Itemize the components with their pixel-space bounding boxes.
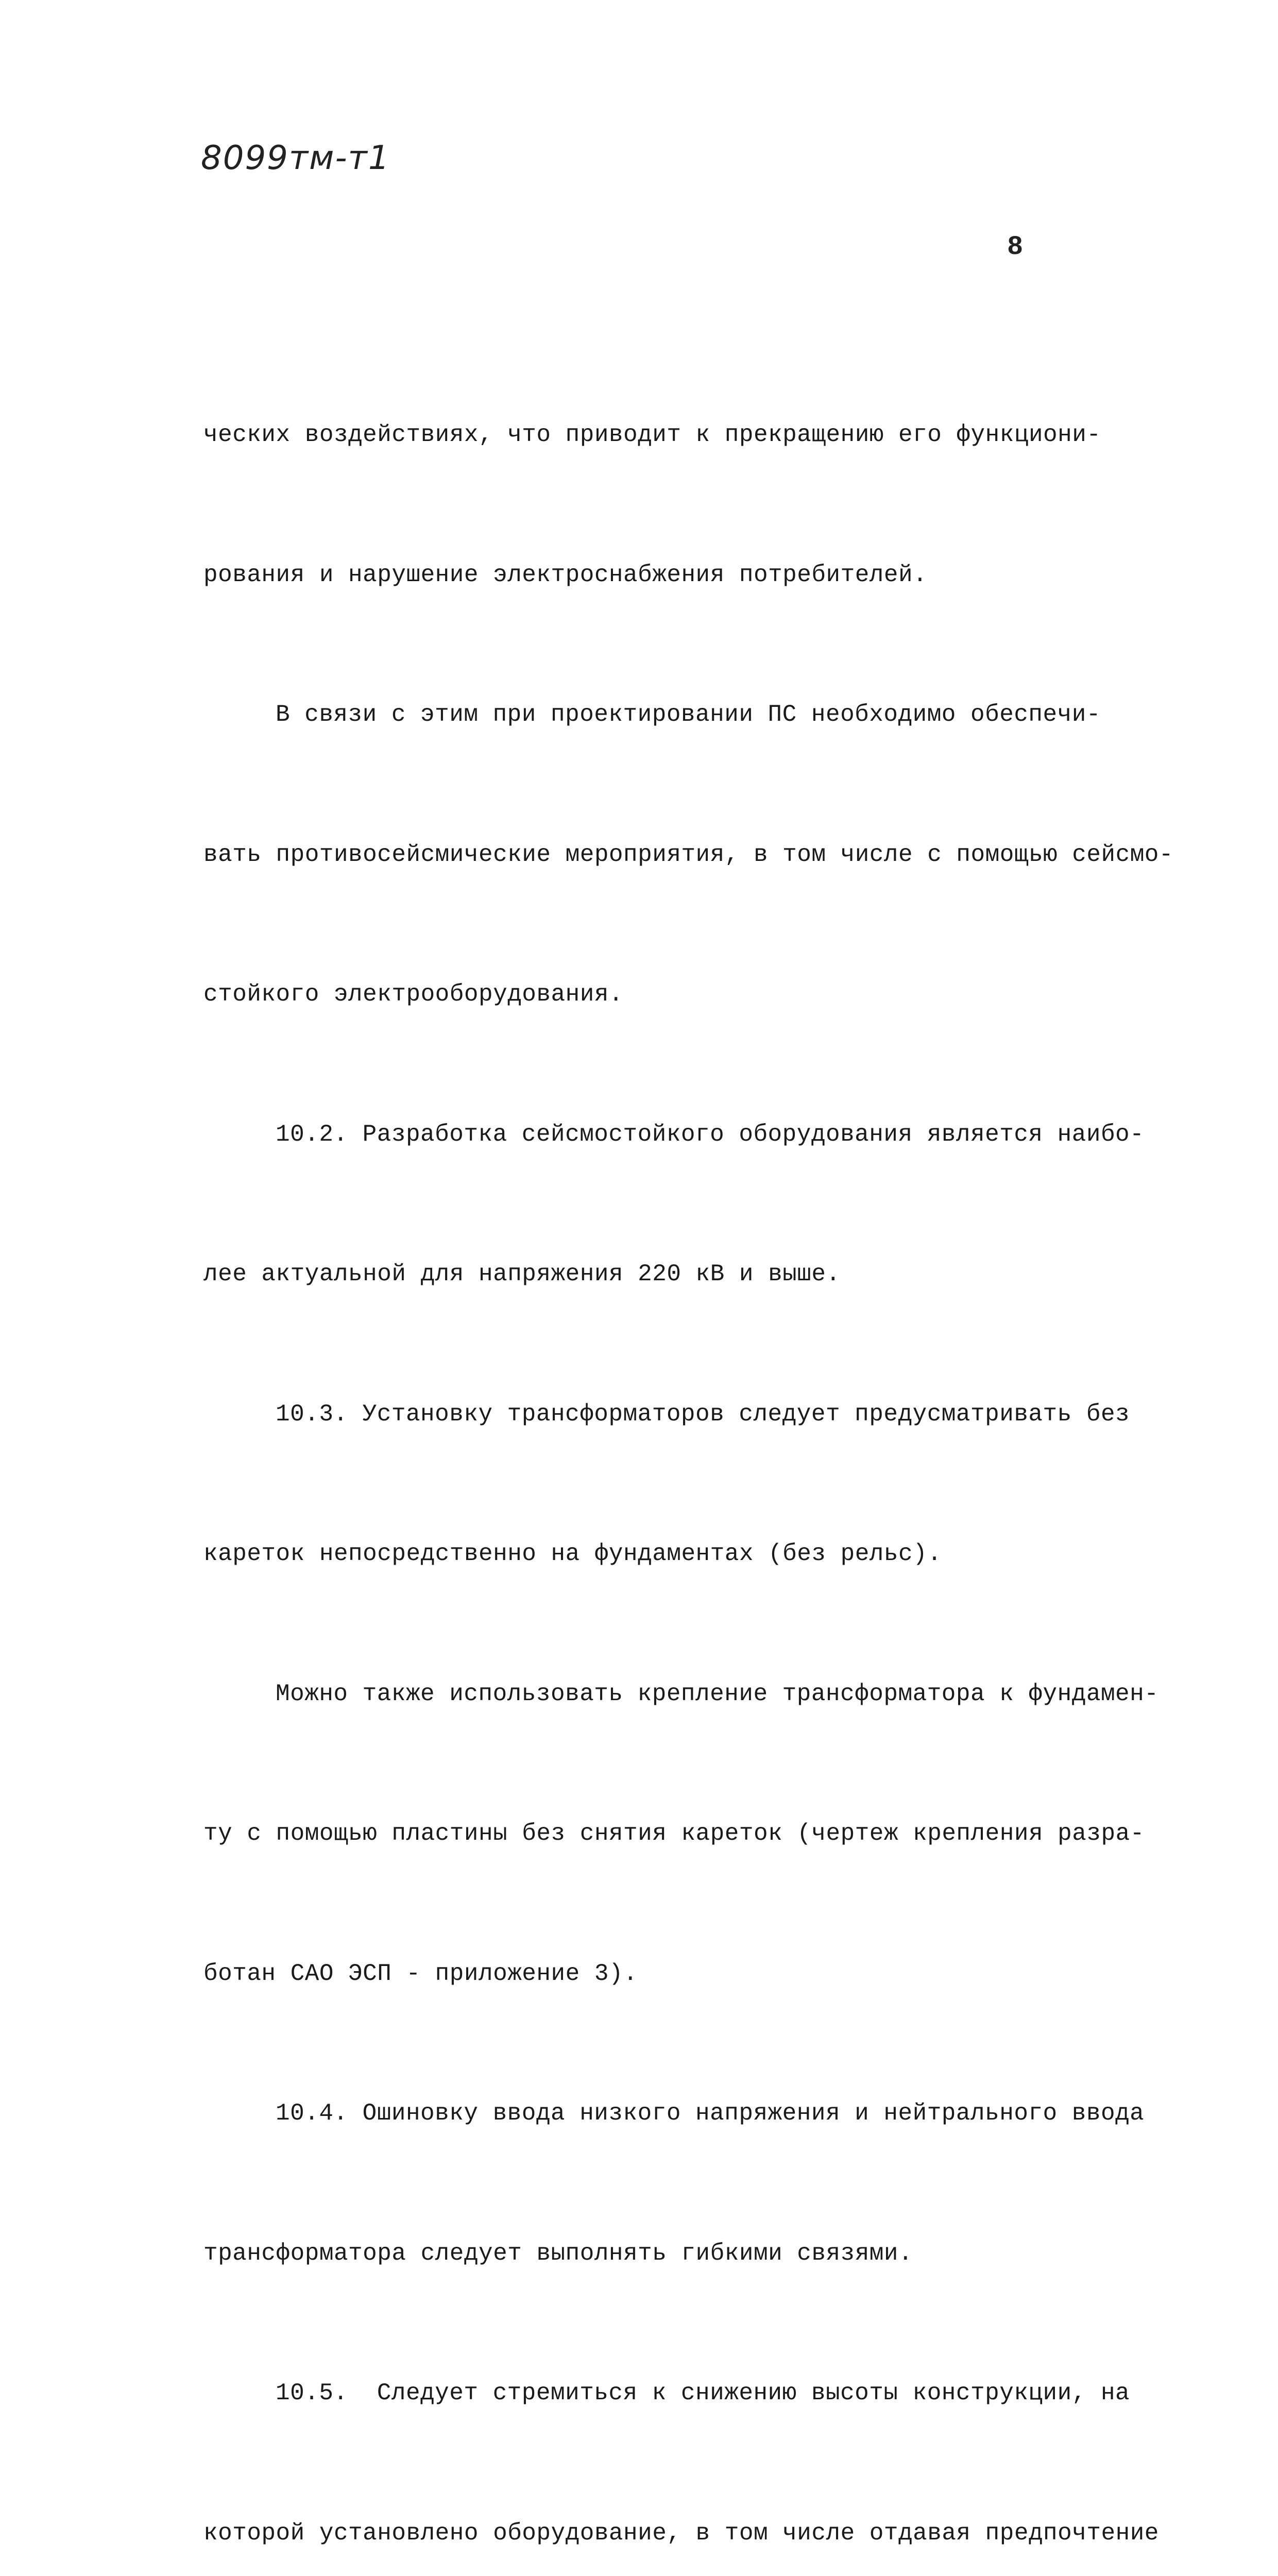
text-line: ботан САО ЭСП - приложение 3). [203,1960,638,1987]
text-line: рования и нарушение электроснабжения потребителей. [203,561,928,588]
text-line: которой установлено оборудование, в том числе отдавая предпочтение [203,2519,1159,2547]
page-number: 8 [1007,232,1024,262]
body-text [203,318,1174,2576]
text-line: трансформатора следует выполнять гибкими связями. [203,2240,913,2267]
text-line: 10.2. Разработка сейсмостойкого оборудования является наибо- [276,1121,1145,1148]
text-line: ту с помощью пластины без снятия кареток (чертеж крепления разра- [203,1820,1145,1847]
text-line: кареток непосредственно на фундаментах (без рельс). [203,1540,942,1567]
document-code: 8099тм-т1 [201,139,390,177]
text-line: 10.4. Ошиновку ввода низкого напряжения и нейтрального ввода [276,2100,1145,2127]
text-line: Можно также использовать крепление трансформатора к фундамен- [276,1680,1159,1707]
text-line: вать противосейсмические мероприятия, в том числе с помощью сейсмо- [203,841,1174,868]
text-line: лее актуальной для напряжения 220 кВ и выше. [203,1261,841,1287]
text-line: 10.5. Следует стремиться к снижению высоты конструкции, на [276,2380,1130,2406]
text-line: ческих воздействиях, что приводит к прекращению его функциони- [203,421,1101,448]
text-line: В связи с этим при проектировании ПС необходимо обеспечи- [276,701,1101,728]
text-line: 10.3. Установку трансформаторов следует предусматривать без [276,1400,1130,1428]
text-line: стойкого электрооборудования. [203,981,624,1008]
